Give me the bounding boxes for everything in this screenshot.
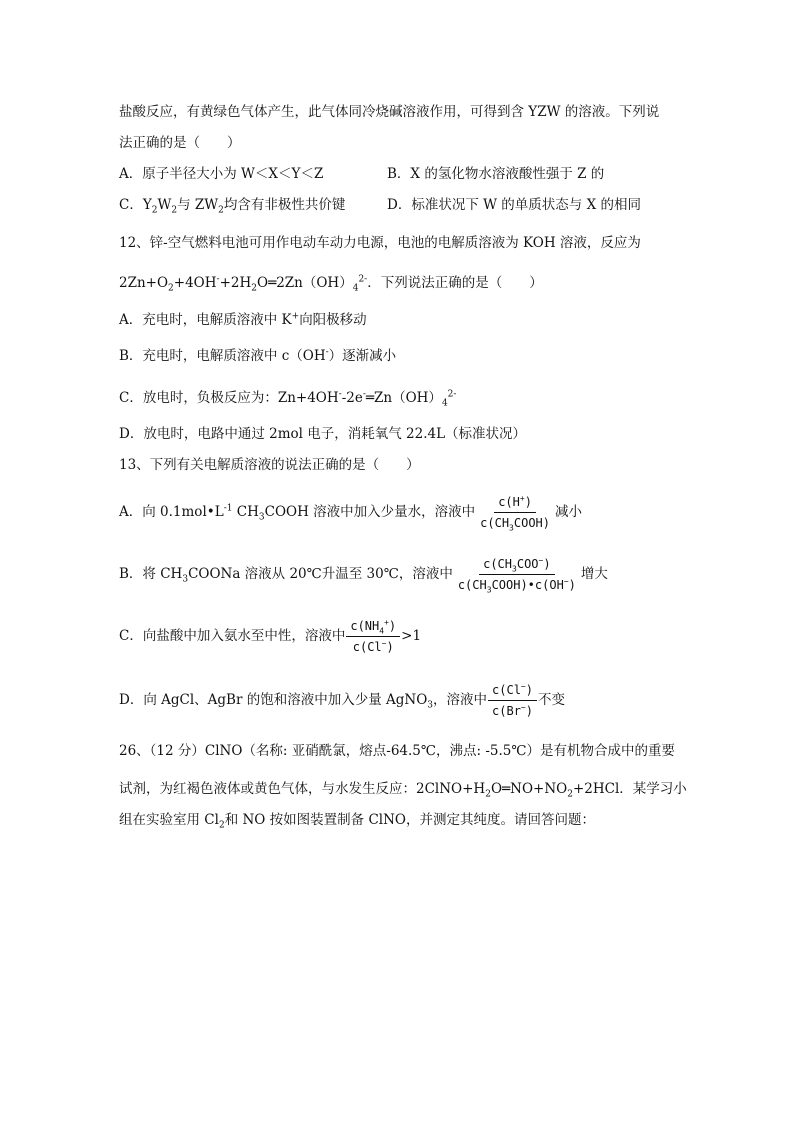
q11-option-c: C．$Y_2W_2$与 $ZW_2$均含有非极性共价键 [119,197,346,216]
q12-option-b: B．充电时，电解质溶液中 c（OH-）逐渐减小 [119,347,397,364]
q13-option-c: C．向盐酸中加入氨水至中性，溶液中 $\frac{c(NH_4^+)}{c(Cl^-)}$ >1 [119,618,422,654]
q13d-fraction: $\frac{c(Cl^-)}{c(Br^-)}$ [488,682,537,719]
q11-option-a: A．原子半径大小为 W＜X＜Y＜Z [119,166,324,182]
q13-option-a: A．向 $0.1mol•L^{-1}$ $CH_3COOH$ 溶液中加入少量水，溶液中 $\frac{c(H^+)}{c(CH_3COOH)}$ 减小 [119,494,582,533]
q26-stem-line3: 组在实验室用 $Cl_2$和 NO 按如图装置制备 ClNO，并测定其纯度。请回答问题： [119,812,595,831]
q12-equation: $2Zn+O_2+4OH^-+2H_2O═2Zn(OH)_4^{2-}$．下列说法正确的是（ ） [119,274,543,294]
q11-stem-line1: 盐酸反应，有黄绿色气体产生，此气体同冷烧碱溶液作用，可得到含 YZW 的溶液。下列说 [119,104,660,120]
q12-stem: 12、锌-空气燃料电池可用作电动车动力电源，电池的电解质溶液为 KOH 溶液，反应为 [119,235,641,251]
q13-stem: 13、下列有关电解质溶液的说法正确的是（ ） [119,457,420,473]
q12-option-a: A．充电时，电解质溶液中 K+向阳极移动 [119,311,367,328]
q13-option-d: D．向 AgCl、AgBr 的饱和溶液中加入少量 AgNO$_3$，溶液中 $\frac{c(Cl^-)}{c(Br^-)}$ 不变 [119,682,565,718]
q26-stem-line2: 试剂，为红褐色液体或黄色气体，与水发生反应：$2ClNO+H_2O═NO+NO_2+2HCl$．某学习小 [119,781,687,800]
q11-stem-line2: 法正确的是（ ） [119,135,241,151]
q11-option-b: B．X 的氢化物水溶液酸性强于 Z 的 [387,166,605,182]
q26-stem-line1: 26、（12 分）ClNO（名称: 亚硝酰氯，熔点-64.5℃，沸点: -5.5℃）是有机物合成中的重要 [119,743,675,759]
q13c-fraction: $\frac{c(NH_4^+)}{c(Cl^-)}$ [346,618,400,655]
q12-option-c: C．放电时，负极反应为：$Zn+4OH^--2e^-═Zn(OH)_4^{2-}$ [119,389,457,409]
q12-option-d: D．放电时，电路中通过 2mol 电子，消耗氧气 22.4L（标准状况） [119,426,527,442]
q13-option-b: B．将 $CH_3COONa$ 溶液从 20℃升温至 30℃，溶液中 $\frac{c(CH_3COO^-)}{c(CH_3COOH)•c(OH^-)}$ 增大 [119,556,608,595]
q11-option-d: D．标准状况下 W 的单质状态与 X 的相同 [387,197,641,213]
q13a-fraction: $\frac{c(H^+)}{c(CH_3COOH)}$ [480,494,550,533]
q13b-fraction: $\frac{c(CH_3COO^-)}{c(CH_3COOH)•c(OH^-)}$ [457,556,576,595]
